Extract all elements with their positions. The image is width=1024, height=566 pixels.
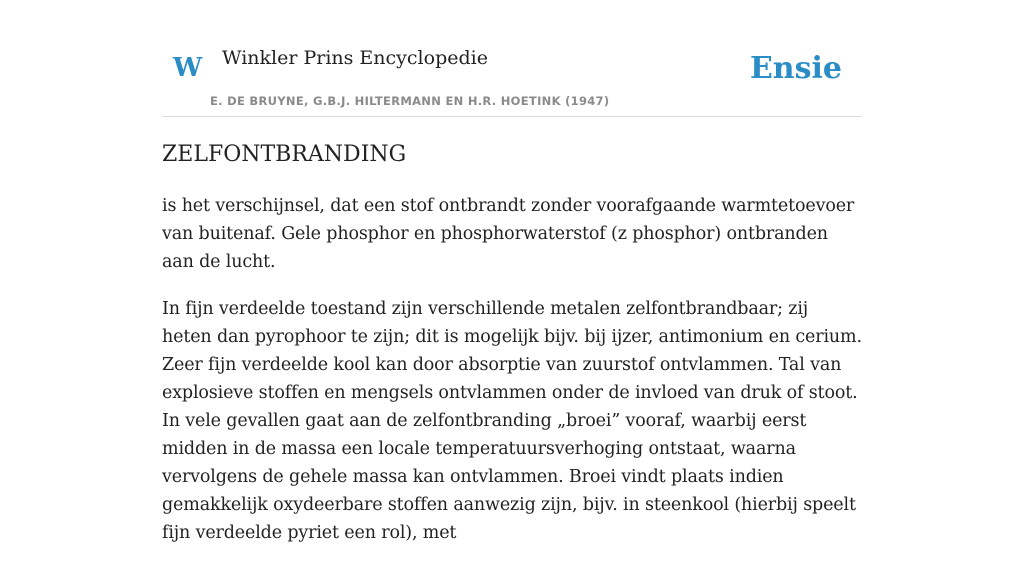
ensie-brand-logo[interactable]: Ensie [749,51,842,86]
article-body [162,192,862,566]
article-paragraph: In fijn verdeelde toestand zijn verschillende metalen zelfontbrandbaar; zij heten dan pyrophoor te zijn; dit is mogelijk bijv. bij ijzer, antimonium en cerium. Zeer fijn verdeelde kool kan door absorptie van zuurstof ontvlammen. Tal van explosieve stoffen en mengsels ontvlammen onder de invloed van druk of stoot. In vele gevallen gaat aan de zelfontbranding „broei” vooraf, waarbij eerst midden in de massa een locale temperatuursverhoging ontstaat, waarna vervolgens de gehele massa kan ontvlammen. Broei vindt plaats indien gemakkelijk oxydeerbare stoffen aanwezig zijn, bijv. in steenkool (hierbij speelt fijn verdeelde pyriet een rol), met [162,299,862,543]
publication-authors: E. DE BRUYNE, G.B.J. HILTERMANN EN H.R. HOETINK (1947) [210,94,610,108]
article-headword: ZELFONTBRANDING [162,142,407,167]
article-paragraph: is het verschijnsel, dat een stof ontbrandt zonder voorafgaande warmtetoevoer van buitenaf. Gele phosphor en phosphorwaterstof (z phosphor) ontbranden aan de lucht. [162,196,855,272]
article-page [162,0,862,543]
publication-logo[interactable]: W [173,53,203,83]
page-header [162,0,862,117]
publication-title-link[interactable]: Winkler Prins Encyclopedie [222,47,488,69]
